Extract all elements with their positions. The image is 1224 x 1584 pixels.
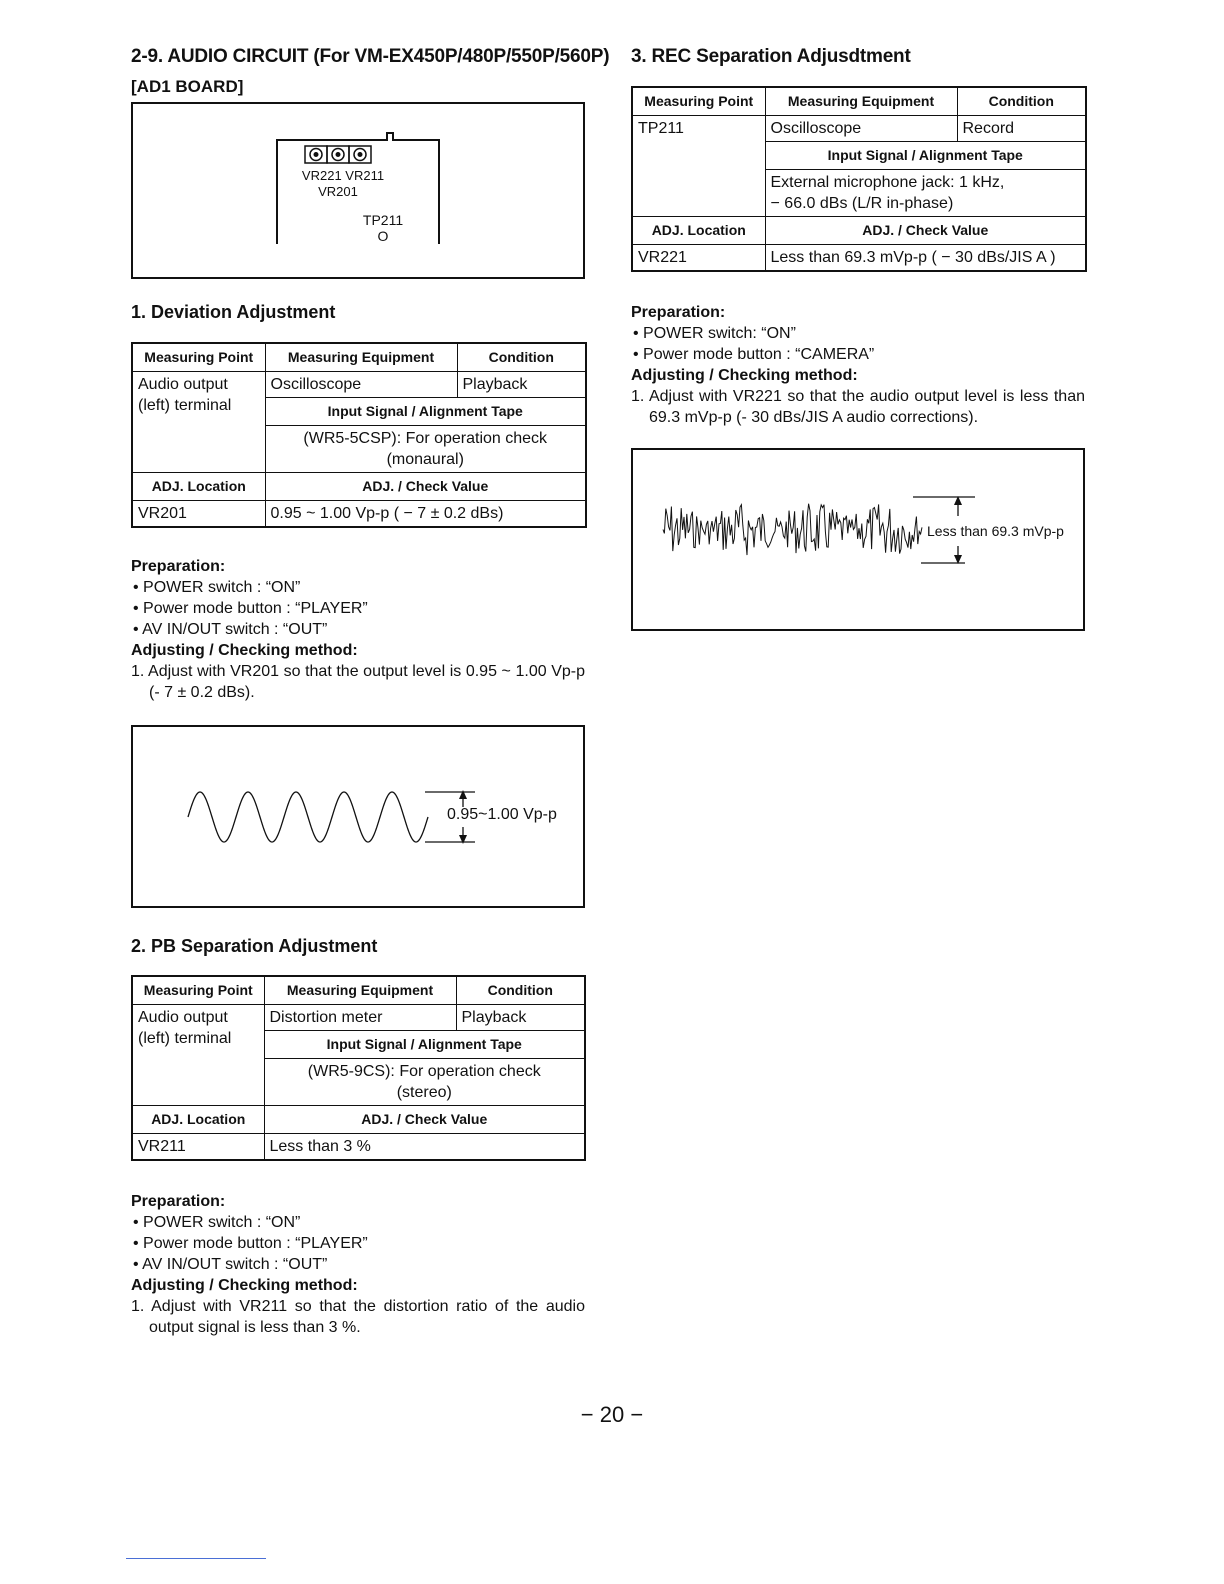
condition-value: Playback <box>456 1005 585 1031</box>
header-check-value: ADJ. / Check Value <box>265 473 586 501</box>
potentiometer-icon <box>327 146 349 163</box>
input-signal-value: External microphone jack: 1 kHz, − 66.0 dBs (L/R in-phase) <box>765 170 1086 217</box>
input-signal-value: (WR5-9CS): For operation check (stereo) <box>264 1059 585 1106</box>
method-step: 1. Adjust with VR201 so that the output level is 0.95 ~ 1.00 Vp-p (- 7 ± 0.2 dBs). <box>131 663 585 701</box>
header-measuring-point: Measuring Point <box>132 343 265 372</box>
measuring-equipment-value: Distortion meter <box>264 1005 456 1031</box>
header-measuring-point: Measuring Point <box>632 87 765 116</box>
header-input-signal: Input Signal / Alignment Tape <box>765 142 1086 170</box>
condition-value: Playback <box>457 372 586 398</box>
potentiometer-icon <box>349 146 371 163</box>
potentiometer-icon <box>305 146 327 163</box>
header-input-signal: Input Signal / Alignment Tape <box>265 398 586 426</box>
header-condition: Condition <box>456 976 585 1005</box>
method-step: 1. Adjust with VR211 so that the distortion ratio of the audio output signal is less than 3 %. <box>131 1298 585 1336</box>
condition-value: Record <box>957 116 1086 142</box>
adj-location-value: VR201 <box>132 501 265 528</box>
vr-labels-row1: VR221 VR211 <box>301 168 385 183</box>
preparation-heading: Preparation: <box>131 1193 226 1210</box>
rec-separation-table <box>631 86 1087 272</box>
prep-item: • AV IN/OUT switch : “OUT” <box>133 621 328 638</box>
measuring-equipment-value: Oscilloscope <box>265 372 457 398</box>
pb-separation-preparation <box>131 1191 585 1338</box>
measuring-point-value: Audio output (left) terminal <box>132 372 265 473</box>
pb-separation-title: 2. PB Separation Adjustment <box>131 936 378 956</box>
deviation-preparation <box>131 556 585 703</box>
header-measuring-equipment: Measuring Equipment <box>264 976 456 1005</box>
method-heading: Adjusting / Checking method: <box>131 642 358 659</box>
header-input-signal: Input Signal / Alignment Tape <box>264 1031 585 1059</box>
tp-label: TP211 <box>362 212 404 228</box>
header-measuring-point: Measuring Point <box>132 976 264 1005</box>
check-value: Less than 69.3 mVp-p ( − 30 dBs/JIS A ) <box>765 245 1086 272</box>
footer-rule <box>126 1558 266 1559</box>
adj-location-value: VR211 <box>132 1134 264 1161</box>
prep-item: • Power mode button : “PLAYER” <box>133 1235 368 1252</box>
header-check-value: ADJ. / Check Value <box>765 217 1086 245</box>
waveform-amplitude-label: 0.95~1.00 Vp-p <box>447 806 557 823</box>
method-step: 1. Adjust with VR221 so that the audio output level is less than 69.3 mVp-p (- 30 dBs/JIS A audio corrections). <box>631 388 1085 426</box>
deviation-title: 1. Deviation Adjustment <box>131 302 336 322</box>
header-condition: Condition <box>457 343 586 372</box>
measuring-point-value: Audio output (left) terminal <box>132 1005 264 1106</box>
method-heading: Adjusting / Checking method: <box>131 1277 358 1294</box>
deviation-table <box>131 342 587 528</box>
section-title: 2-9. AUDIO CIRCUIT (For VM-EX450P/480P/550P/560P) <box>131 46 610 67</box>
measuring-point-value: TP211 <box>632 116 765 217</box>
prep-item: • POWER switch: “ON” <box>633 325 796 342</box>
prep-item: • POWER switch : “ON” <box>133 579 301 596</box>
deviation-waveform-frame <box>131 725 585 908</box>
header-measuring-equipment: Measuring Equipment <box>765 87 957 116</box>
tp-marker: O <box>377 228 389 244</box>
waveform-level-label: Less than 69.3 mVp-p <box>927 523 1064 539</box>
prep-item: • AV IN/OUT switch : “OUT” <box>133 1256 328 1273</box>
input-signal-value: (WR5-5CSP): For operation check (monaural) <box>265 426 586 473</box>
header-adj-location: ADJ. Location <box>632 217 765 245</box>
rec-waveform-frame <box>631 448 1085 631</box>
method-heading: Adjusting / Checking method: <box>631 367 858 384</box>
pb-separation-table <box>131 975 586 1161</box>
board-label: [AD1 BOARD] <box>131 77 244 96</box>
prep-item: • POWER switch : “ON” <box>133 1214 301 1231</box>
header-condition: Condition <box>957 87 1086 116</box>
vr-labels-row2: VR201 <box>318 184 358 199</box>
check-value: Less than 3 % <box>264 1134 585 1161</box>
board-diagram-frame <box>131 102 585 279</box>
preparation-heading: Preparation: <box>131 558 226 575</box>
measuring-equipment-value: Oscilloscope <box>765 116 957 142</box>
prep-item: • Power mode button : “PLAYER” <box>133 600 368 617</box>
check-value: 0.95 ~ 1.00 Vp-p ( − 7 ± 0.2 dBs) <box>265 501 586 528</box>
rec-separation-preparation <box>631 302 1085 428</box>
header-adj-location: ADJ. Location <box>132 1106 264 1134</box>
adj-location-value: VR221 <box>632 245 765 272</box>
rec-separation-title: 3. REC Separation Adjusdtment <box>631 46 911 67</box>
header-adj-location: ADJ. Location <box>132 473 265 501</box>
preparation-heading: Preparation: <box>631 304 726 321</box>
prep-item: • Power mode button : “CAMERA” <box>633 346 875 363</box>
page-number: − 20 − <box>580 1402 644 1427</box>
noise-waveform-icon <box>633 450 1083 629</box>
header-measuring-equipment: Measuring Equipment <box>265 343 457 372</box>
header-check-value: ADJ. / Check Value <box>264 1106 585 1134</box>
